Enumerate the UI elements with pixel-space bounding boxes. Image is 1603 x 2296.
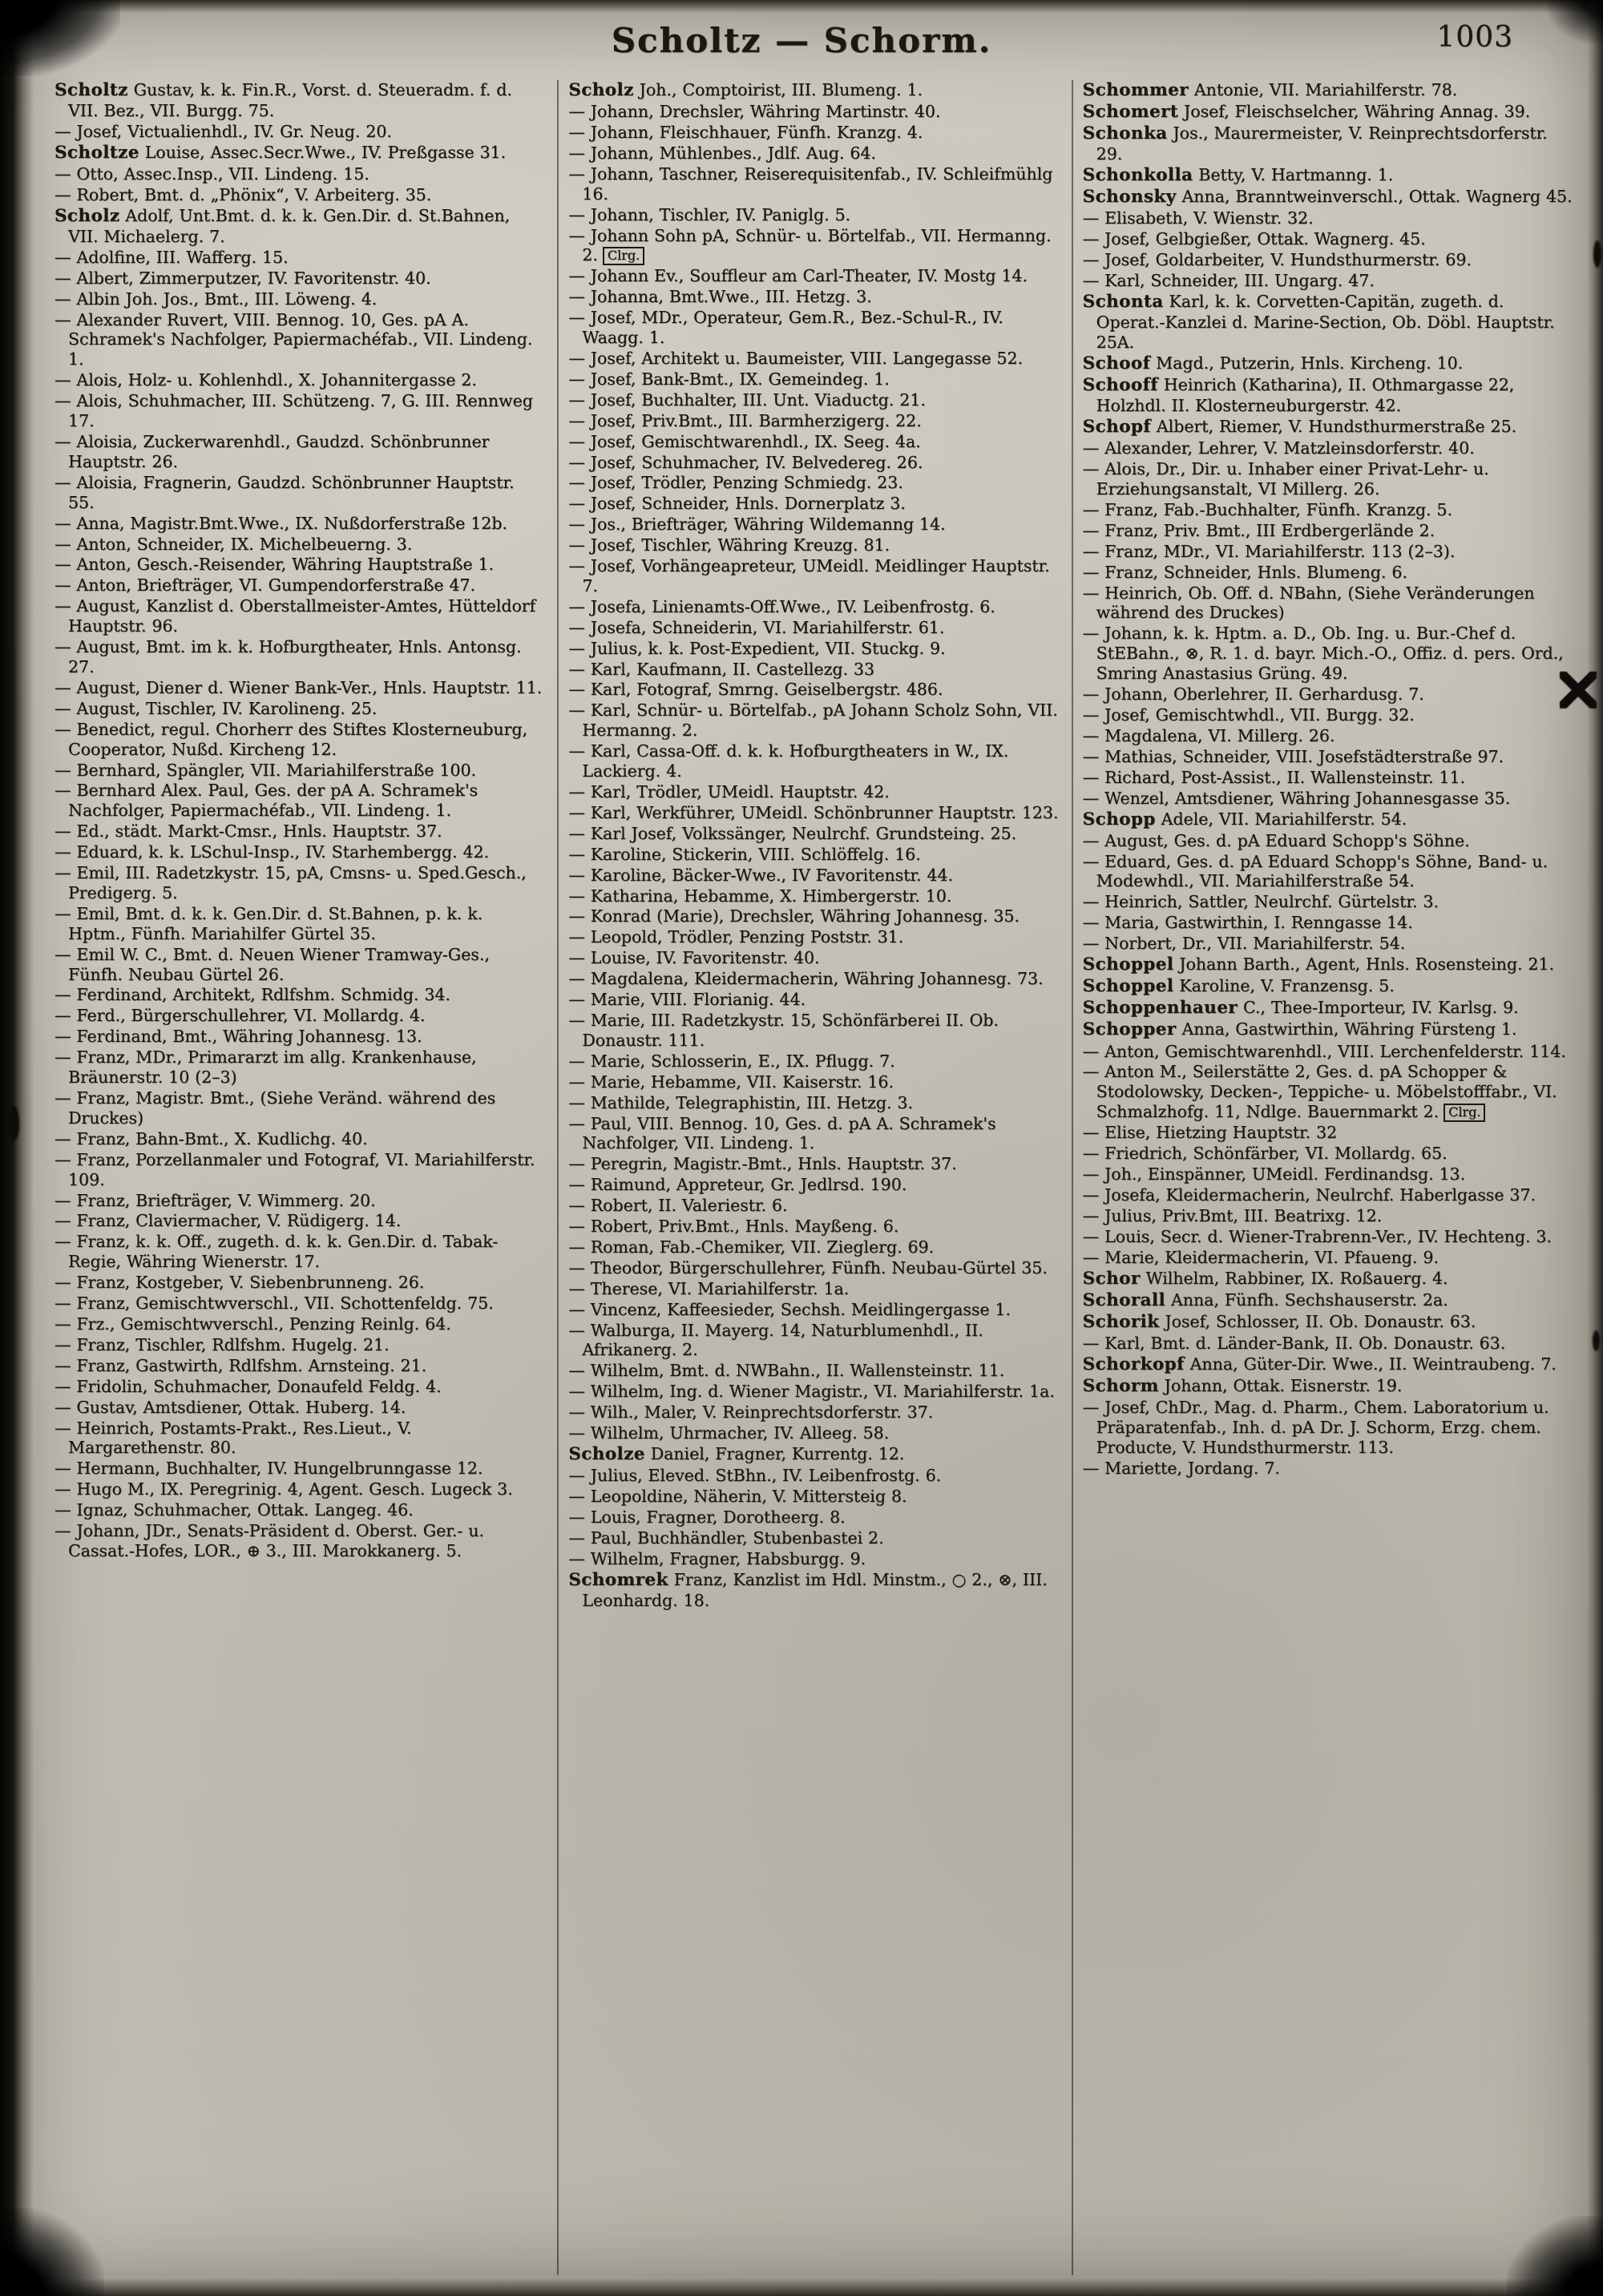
surname-lead: Schommer (1082, 80, 1189, 100)
directory-entry: — Wilhelm, Uhrmacher, IV. Alleeg. 58. (568, 1423, 890, 1443)
surname-lead: Scholtze (55, 142, 139, 163)
directory-entry: Scholtze Louise, Assec.Secr.Wwe., IV. Preßgasse 31. (55, 142, 507, 163)
directory-entry: — Hermann, Buchhalter, IV. Hungelbrunngasse 12. (55, 1459, 483, 1479)
directory-entry: — Franz, Fab.-Buchhalter, Fünfh. Kranzg. 5. (1082, 499, 1452, 519)
surname-lead: Schoppenhauer (1082, 998, 1238, 1019)
directory-entry: — Jos., Briefträger, Währing Wildemanng 14. (568, 514, 946, 535)
directory-entry: — Josef, Gelbgießer, Ottak. Wagnerg. 45. (1082, 229, 1426, 249)
directory-entry: Schopper Anna, Gastwirthin, Währing Fürsteng 1. (1082, 1019, 1517, 1040)
directory-entry: — Franz, Schneider, Hnls. Blumeng. 6. (1082, 562, 1407, 582)
surname-lead: Schonta (1082, 292, 1164, 313)
surname-lead: Schonkolla (1082, 165, 1193, 186)
directory-entry: — Emil, III. Radetzkystr. 15, pA, Cmsns- u. Sped.Gesch., Predigerg. 5. (55, 863, 527, 902)
surname-lead: Schoppel (1082, 954, 1174, 975)
directory-entry: — Alois, Holz- u. Kohlenhdl., X. Johannitergasse 2. (55, 370, 477, 390)
surname-lead: Schomrek (568, 1569, 668, 1590)
directory-entry: — Josef, MDr., Operateur, Gem.R., Bez.-Schul-R., IV. Waagg. 1. (568, 308, 1003, 348)
directory-entry: — Elise, Hietzing Hauptstr. 32 (1082, 1123, 1338, 1143)
directory-entry: — Joh., Einspänner, UMeidl. Ferdinandsg. 13. (1082, 1164, 1466, 1184)
directory-entry: — Franz, Gemischtwverschl., VII. Schottenfeldg. 75. (55, 1293, 494, 1313)
directory-entry: — Josef, Priv.Bmt., III. Barmherzigerg. 22. (568, 410, 922, 430)
page-number: 1003 (1436, 21, 1513, 54)
directory-entry: Schonkolla Betty, V. Hartmanng. 1. (1082, 165, 1394, 186)
directory-entry: — Raimund, Appreteur, Gr. Jedlrsd. 190. (568, 1175, 907, 1195)
directory-entry: — Franz, Gastwirth, Rdlfshm. Arnsteing. 21. (55, 1355, 427, 1375)
surname-lead: Schooff (1082, 375, 1158, 396)
directory-entry: — Frz., Gemischtwverschl., Penzing Reinlg. 64. (55, 1313, 451, 1334)
directory-entry: Schooff Heinrich (Katharina), II. Othmargasse 22, Holzhdl. II. Klosterneuburgerstr. 42. (1082, 375, 1515, 416)
directory-entry: — Johann, Taschner, Reiserequisitenfab., IV. Schleifmühlg 16. (568, 163, 1053, 204)
directory-entry: Schonta Karl, k. k. Corvetten-Capitän, zugeth. d. Operat.-Kanzlei d. Marine-Section, Ob. Döbl. Hauptstr. 25A. (1082, 292, 1555, 353)
directory-entry: — Aloisia, Fragnerin, Gaudzd. Schönbrunner Hauptstr. 55. (55, 472, 515, 512)
surname-lead: Schorik (1082, 1311, 1160, 1332)
directory-entry: — Peregrin, Magistr.-Bmt., Hnls. Hauptstr. 37. (568, 1154, 957, 1174)
directory-entry: — August, Kanzlist d. Oberstallmeister-Amtes, Hütteldorf Hauptstr. 96. (55, 596, 536, 636)
directory-entry: — Therese, VI. Mariahilferstr. 1a. (568, 1278, 850, 1298)
directory-entry: — Ed., städt. Markt-Cmsr., Hnls. Hauptstr. 37. (55, 821, 442, 841)
directory-entry: — Norbert, Dr., VII. Mariahilferstr. 54. (1082, 934, 1406, 954)
directory-entry: — Josef, Schuhmacher, IV. Belvedereg. 26. (568, 452, 923, 472)
directory-entry: — Anton, Gesch.-Reisender, Währing Hauptstraße 1. (55, 555, 495, 575)
directory-entry: Schomrek Franz, Kanzlist im Hdl. Minstm., ○ 2., ⊗, III. Leonhardg. 18. (568, 1569, 1048, 1610)
directory-entry: — Julius, k. k. Post-Expedient, VII. Stuckg. 9. (568, 638, 946, 658)
directory-entry: — Josef, Architekt u. Baumeister, VIII. Langegasse 52. (568, 348, 1024, 368)
directory-entry: — Konrad (Marie), Drechsler, Währing Johannesg. 35. (568, 906, 1020, 926)
directory-entry: Scholtz Gustav, k. k. Fin.R., Vorst. d. Steueradm. f. d. VII. Bez., VII. Burgg. 75. (55, 80, 512, 121)
directory-entry: — Katharina, Hebamme, X. Himbergerstr. 10. (568, 886, 952, 906)
surname-lead: Schonsky (1082, 187, 1177, 208)
directory-entry: Schopp Adele, VII. Mariahilferstr. 54. (1082, 809, 1407, 829)
directory-entry: — Karl, Fotograf, Smrng. Geiselbergstr. 486. (568, 680, 943, 700)
directory-entry: — Benedict, regul. Chorherr des Stiftes Klosterneuburg, Cooperator, Nußd. Kircheng 12. (55, 719, 528, 759)
directory-entry: — Josef, Schneider, Hnls. Dornerplatz 3. (568, 494, 906, 514)
directory-entry: Schorik Josef, Schlosser, II. Ob. Donaustr. 63. (1082, 1311, 1476, 1332)
directory-entry: — Wilhelm, Ing. d. Wiener Magistr., VI. Mariahilferstr. 1a. (568, 1382, 1055, 1402)
directory-entry: — Fridolin, Schuhmacher, Donaufeld Feldg. 4. (55, 1376, 442, 1396)
directory-entry: — Johann, Mühlenbes., Jdlf. Aug. 64. (568, 143, 876, 163)
surname-lead: Scholze (568, 1444, 645, 1465)
directory-entry: — Anna, Magistr.Bmt.Wwe., IX. Nußdorferstraße 12b. (55, 513, 507, 533)
scan-edge-artifact (0, 0, 34, 2296)
directory-entry: — Bernhard Alex. Paul, Ges. der pA A. Schramek's Nachfolger, Papiermachéfab., VII. Lindeng. 1. (55, 781, 478, 821)
boxed-label: Clrg. (603, 247, 644, 264)
directory-entry: — Mathias, Schneider, VIII. Josefstädterstraße 97. (1082, 746, 1504, 766)
ink-blot-artifact (8, 1106, 19, 1141)
directory-entry: — Franz, Priv. Bmt., III Erdbergerlände 2. (1082, 520, 1435, 540)
directory-entry: — Emil, Bmt. d. k. k. Gen.Dir. d. St.Bahnen, p. k. k. Hptm., Fünfh. Mariahilfer Gürtel 35. (55, 903, 483, 943)
directory-entry: — Josefa, Kleidermacherin, Neulrchf. Haberlgasse 37. (1082, 1184, 1536, 1204)
surname-lead: Scholz (568, 80, 634, 100)
surname-lead: Schoppel (1082, 976, 1174, 997)
directory-entry: — Josef, Buchhalter, III. Unt. Viaductg. 21. (568, 389, 926, 410)
directory-entry: — Anton, Schneider, IX. Michelbeuerng. 3. (55, 534, 413, 554)
surname-lead: Schonka (1082, 123, 1168, 144)
boxed-label: Clrg. (1444, 1104, 1485, 1121)
surname-lead: Schor (1082, 1268, 1141, 1289)
directory-entry: — Roman, Fab.-Chemiker, VII. Zieglerg. 69. (568, 1237, 935, 1257)
directory-entry: — Karl, Cassa-Off. d. k. k. Hofburgtheaters in W., IX. Lackierg. 4. (568, 741, 1009, 781)
scan-edge-artifact (0, 2278, 1603, 2296)
directory-entry: — Theodor, Bürgerschullehrer, Fünfh. Neubau-Gürtel 35. (568, 1257, 1048, 1277)
directory-entry: — Josef, Gemischtwarenhdl., IX. Seeg. 4a. (568, 431, 921, 451)
directory-entry: Schoppenhauer C., Thee-Importeur, IV. Karlsg. 9. (1082, 998, 1519, 1019)
directory-entry: — Johann Sohn pA, Schnür- u. Börtelfab., VII. Hermanng. 2. Clrg. (568, 225, 1052, 265)
directory-entry: — Johann Ev., Souffleur am Carl-Theater, IV. Mostg 14. (568, 266, 1028, 286)
directory-entry: Schoof Magd., Putzerin, Hnls. Kircheng. 10. (1082, 353, 1464, 373)
directory-entry: — Marie, Kleidermacherin, VI. Pfaueng. 9. (1082, 1247, 1439, 1267)
directory-entry: — Wenzel, Amtsdiener, Währing Johannesgasse 35. (1082, 788, 1511, 808)
directory-entry: — Josef, Trödler, Penzing Schmiedg. 23. (568, 473, 903, 493)
directory-entry: — Albert, Zimmerputzer, IV. Favoritenstr. 40. (55, 268, 431, 288)
ink-blot-artifact (1593, 240, 1601, 268)
surname-lead: Schopf (1082, 417, 1151, 438)
directory-entry: — Josef, Gemischtwhdl., VII. Burgg. 32. (1082, 705, 1415, 725)
directory-entry: — Heinrich, Ob. Off. d. NBahn, (Siehe Veränderungen während des Druckes) (1082, 583, 1535, 623)
directory-entry: — Bernhard, Spängler, VII. Mariahilferstraße 100. (55, 760, 477, 780)
directory-entry: — Marie, Hebamme, VII. Kaiserstr. 16. (568, 1071, 894, 1092)
directory-entry: — Emil W. C., Bmt. d. Neuen Wiener Tramway-Ges., Fünfh. Neubau Gürtel 26. (55, 944, 490, 984)
column (1072, 80, 1585, 2275)
directory-entry: — Walburga, II. Mayerg. 14, Naturblumenhdl., II. Afrikanerg. 2. (568, 1320, 983, 1360)
directory-entry: — Alois, Schuhmacher, III. Schützeng. 7, G. III. Rennweg 17. (55, 391, 533, 431)
directory-entry: Schor Wilhelm, Rabbiner, IX. Roßauerg. 4. (1082, 1268, 1448, 1289)
directory-entry: — August, Tischler, IV. Karolineng. 25. (55, 698, 378, 718)
directory-entry: — Adolfine, III. Wafferg. 15. (55, 247, 289, 267)
directory-entry: — Paul, Buchhändler, Stubenbastei 2. (568, 1527, 884, 1547)
scan-corner-artifact (0, 2208, 104, 2296)
directory-entry: Schoppel Johann Barth., Agent, Hnls. Rosensteing. 21. (1082, 954, 1555, 975)
directory-entry: — Leopoldine, Näherin, V. Mittersteig 8. (568, 1487, 907, 1507)
directory-entry: — Johanna, Bmt.Wwe., III. Hetzg. 3. (568, 287, 872, 307)
directory-entry: — Franz, Briefträger, V. Wimmerg. 20. (55, 1190, 376, 1210)
directory-entry: — Ferdinand, Bmt., Währing Johannesg. 13. (55, 1027, 422, 1047)
surname-lead: Schopper (1082, 1019, 1177, 1040)
directory-entry: — Julius, Eleved. StBhn., IV. Leibenfrostg. 6. (568, 1466, 942, 1486)
directory-entry: — Marie, Schlosserin, E., IX. Pflugg. 7. (568, 1051, 895, 1071)
directory-entry: Schopf Albert, Riemer, V. Hundsthurmerstraße 25. (1082, 417, 1517, 438)
directory-entry: — August, Diener d. Wiener Bank-Ver., Hnls. Hauptstr. 11. (55, 677, 543, 697)
directory-entry: — Robert, Bmt. d. „Phönix“, V. Arbeiterg. 35. (55, 184, 432, 204)
directory-entry: — Ferd., Bürgerschullehrer, VI. Mollardg. 4. (55, 1006, 426, 1026)
directory-entry: — Maria, Gastwirthin, I. Renngasse 14. (1082, 913, 1413, 933)
directory-entry: — Franz, Bahn-Bmt., X. Kudlichg. 40. (55, 1128, 368, 1148)
running-head: Scholtz — Schorm. (611, 21, 992, 60)
directory-entry: — Franz, Magistr. Bmt., (Siehe Veränd. während des Druckes) (55, 1088, 496, 1128)
directory-entry: — Josef, ChDr., Mag. d. Pharm., Chem. Laboratorium u. Präparatenfab., Inh. d. pA Dr. J. Schorm, Erzg. chem. Producte, V. Hundsthurmerstr. 113. (1082, 1397, 1549, 1457)
directory-entry: Schorkopf Anna, Güter-Dir. Wwe., II. Weintraubeng. 7. (1082, 1354, 1557, 1374)
directory-entry: — Franz, Tischler, Rdlfshm. Hugelg. 21. (55, 1334, 390, 1354)
scan-edge-artifact (0, 0, 1603, 13)
directory-entry: — Elisabeth, V. Wienstr. 32. (1082, 208, 1314, 228)
directory-entry: — Vincenz, Kaffeesieder, Sechsh. Meidlingergasse 1. (568, 1299, 1011, 1319)
scan-edge-artifact (1587, 0, 1603, 2296)
directory-entry: — Wilh., Maler, V. Reinprechtsdorferstr. 37. (568, 1402, 934, 1422)
directory-entry: — Eduard, Ges. d. pA Eduard Schopp's Söhne, Band- u. Modewhdl., VII. Mariahilferstraße 54. (1082, 851, 1548, 891)
directory-entry: — Robert, Priv.Bmt., Hnls. Mayßeng. 6. (568, 1217, 899, 1237)
directory-entry: — Louis, Fragner, Dorotheerg. 8. (568, 1507, 846, 1527)
directory-entry: Scholz Joh., Comptoirist, III. Blumeng. 1. (568, 80, 923, 100)
directory-entry: — Johann, Oberlehrer, II. Gerhardusg. 7. (1082, 684, 1424, 704)
directory-entry: — Anton, Gemischtwarenhdl., VIII. Lerchenfelderstr. 114. (1082, 1041, 1566, 1061)
directory-entry: Schonsky Anna, Branntweinverschl., Ottak. Wagnerg 45. (1082, 187, 1573, 208)
directory-columns (45, 80, 1585, 2275)
directory-entry: — Josef, Victualienhdl., IV. Gr. Neug. 20. (55, 122, 392, 142)
directory-entry: — Karoline, Stickerin, VIII. Schlöffelg. 16. (568, 844, 921, 864)
directory-entry: Scholze Daniel, Fragner, Kurrentg. 12. (568, 1444, 905, 1465)
directory-entry: — Franz, Porzellanmaler und Fotograf, VI. Mariahilferstr. 109. (55, 1149, 535, 1189)
directory-entry: — Louis, Secr. d. Wiener-Trabrenn-Ver., IV. Hechteng. 3. (1082, 1226, 1552, 1246)
ink-blot-artifact (1560, 672, 1597, 708)
surname-lead: Scholtz (55, 80, 128, 100)
directory-entry: — Otto, Assec.Insp., VII. Lindeng. 15. (55, 164, 369, 184)
directory-entry: — Josef, Bank-Bmt., IX. Gemeindeg. 1. (568, 369, 890, 389)
directory-entry: — Eduard, k. k. LSchul-Insp., IV. Starhembergg. 42. (55, 842, 490, 862)
surname-lead: Schorkopf (1082, 1354, 1185, 1374)
directory-entry: — Anton M., Seilerstätte 2, Ges. d. pA Schopper & Stodolowsky, Decken-, Teppiche- u. Möbelstofffabr., VI. Schmalzhofg. 11, Ndlge. Bauernmarkt 2. Clrg. (1082, 1062, 1557, 1122)
directory-entry: — Josefa, Schneiderin, VI. Mariahilferstr. 61. (568, 617, 945, 637)
directory-entry: — Johann, Tischler, IV. Paniglg. 5. (568, 204, 851, 224)
directory-entry: — Alexander Ruvert, VIII. Bennog. 10, Ges. pA A. Schramek's Nachfolger, Papiermachéfab., VII. Lindeng. 1. (55, 309, 533, 369)
directory-entry: — Mathilde, Telegraphistin, III. Hetzg. 3. (568, 1092, 913, 1112)
directory-entry: — Franz, Claviermacher, V. Rüdigerg. 14. (55, 1211, 402, 1231)
directory-entry: — Hugo M., IX. Peregrinig. 4, Agent. Gesch. Lugeck 3. (55, 1479, 513, 1499)
directory-entry: — Marie, III. Radetzkystr. 15, Schönfärberei II. Ob. Donaustr. 111. (568, 1010, 999, 1050)
directory-entry: — Alexander, Lehrer, V. Matzleinsdorferstr. 40. (1082, 438, 1475, 458)
directory-entry: — Franz, MDr., Primararzt im allg. Krankenhause, Bräunerstr. 10 (2–3) (55, 1047, 477, 1087)
directory-entry: — Karl, Werkführer, UMeidl. Schönbrunner Hauptstr. 123. (568, 802, 1059, 822)
directory-entry: — Karl, Schnür- u. Börtelfab., pA Johann Scholz Sohn, VII. Hermanng. 2. (568, 700, 1058, 740)
directory-entry: Schommer Antonie, VII. Mariahilferstr. 78. (1082, 80, 1458, 100)
directory-entry: — Heinrich, Sattler, Neulrchf. Gürtelstr. 3. (1082, 892, 1439, 912)
directory-entry: — August, Ges. d. pA Eduard Schopp's Söhne. (1082, 830, 1470, 850)
directory-entry: — Aloisia, Zuckerwarenhdl., Gaudzd. Schönbrunner Hauptstr. 26. (55, 432, 490, 471)
directory-entry: — Marie, VIII. Florianig. 44. (568, 990, 806, 1010)
directory-entry: — Franz, k. k. Off., zugeth. d. k. k. Gen.Dir. d. Tabak-Regie, Währing Wienerstr. 17. (55, 1232, 499, 1272)
directory-entry: — Alois, Dr., Dir. u. Inhaber einer Privat-Lehr- u. Erziehungsanstalt, VI Millerg. 26. (1082, 459, 1489, 499)
directory-entry: — Magdalena, Kleidermacherin, Währing Johannesg. 73. (568, 969, 1044, 989)
directory-entry: Schorm Johann, Ottak. Eisnerstr. 19. (1082, 1375, 1403, 1396)
directory-entry: — Karl, Kaufmann, II. Castellezg. 33 (568, 659, 875, 679)
surname-lead: Schopp (1082, 809, 1156, 829)
ink-blot-artifact (1593, 1330, 1600, 1351)
directory-entry: — Wilhelm, Fragner, Habsburgg. 9. (568, 1548, 866, 1568)
directory-entry: — Karoline, Bäcker-Wwe., IV Favoritenstr. 44. (568, 865, 953, 885)
directory-entry: — Karl Josef, Volkssänger, Neulrchf. Grundsteing. 25. (568, 823, 1017, 843)
directory-entry: — Franz, MDr., VI. Mariahilferstr. 113 (2–3). (1082, 541, 1456, 561)
directory-entry: — Magdalena, VI. Millerg. 26. (1082, 725, 1335, 745)
directory-entry: — Johann, JDr., Senats-Präsident d. Oberst. Ger.- u. Cassat.-Hofes, LOR., ⊕ 3., III. Marokkanerg. 5. (55, 1521, 484, 1560)
directory-entry: — August, Bmt. im k. k. Hofburgtheater, Hnls. Antonsg. 27. (55, 637, 522, 676)
directory-entry: — Paul, VIII. Bennog. 10, Ges. d. pA A. Schramek's Nachfolger, VII. Lindeng. 1. (568, 1113, 996, 1153)
surname-lead: Schorall (1082, 1289, 1166, 1310)
surname-lead: Schoof (1082, 353, 1151, 373)
directory-entry: — Richard, Post-Assist., II. Wallensteinstr. 11. (1082, 767, 1465, 787)
directory-entry: Schoppel Karoline, V. Franzensg. 5. (1082, 976, 1395, 997)
directory-entry: — Friedrich, Schönfärber, VI. Mollardg. 65. (1082, 1144, 1448, 1164)
directory-entry: — Robert, II. Valeriestr. 6. (568, 1196, 788, 1216)
directory-entry: — Johann, k. k. Hptm. a. D., Ob. Ing. u. Bur.-Chef d. StEBahn., ⊗, R. 1. d. bayr. Mich.-O., Offiz. d. pers. Ord., Smring Anastasius Grüng. 49. (1082, 623, 1564, 684)
directory-entry: — Josef, Goldarbeiter, V. Hundsthurmerstr. 69. (1082, 250, 1472, 270)
surname-lead: Schorm (1082, 1375, 1159, 1396)
directory-entry: — Johann, Drechsler, Währing Martinstr. 40. (568, 102, 941, 122)
directory-entry: — Karl, Schneider, III. Ungarg. 47. (1082, 271, 1375, 291)
directory-entry: — Gustav, Amtsdiener, Ottak. Huberg. 14. (55, 1397, 406, 1417)
surname-lead: Schomert (1082, 102, 1179, 123)
directory-entry: Schomert Josef, Fleischselcher, Währing Annag. 39. (1082, 102, 1531, 123)
directory-entry: — Heinrich, Postamts-Prakt., Res.Lieut., V. Margarethenstr. 80. (55, 1418, 412, 1458)
directory-entry: Schonka Jos., Maurermeister, V. Reinprechtsdorferstr. 29. (1082, 123, 1548, 164)
scan-corner-artifact (1547, 0, 1603, 44)
directory-entry: — Josefa, Linienamts-Off.Wwe., IV. Leibenfrostg. 6. (568, 596, 995, 616)
scan-corner-artifact (1507, 2216, 1603, 2296)
directory-entry: — Albin Joh. Jos., Bmt., III. Löweng. 4. (55, 289, 378, 309)
directory-entry: — Josef, Vorhängeapreteur, UMeidl. Meidlinger Hauptstr. 7. (568, 556, 1050, 595)
directory-entry: — Josef, Tischler, Währing Kreuzg. 81. (568, 535, 890, 555)
directory-entry: Schorall Anna, Fünfh. Sechshauserstr. 2a. (1082, 1289, 1448, 1310)
column (557, 80, 1071, 2275)
directory-entry: Scholz Adolf, Unt.Bmt. d. k. k. Gen.Dir. d. St.Bahnen, VII. Michaelerg. 7. (55, 205, 511, 246)
directory-entry: — Johann, Fleischhauer, Fünfh. Kranzg. 4. (568, 123, 923, 143)
directory-entry: — Mariette, Jordang. 7. (1082, 1458, 1280, 1478)
column (45, 80, 557, 2275)
directory-entry: — Wilhelm, Bmt. d. NWBahn., II. Wallensteinstr. 11. (568, 1361, 1005, 1381)
directory-entry: — Leopold, Trödler, Penzing Poststr. 31. (568, 927, 904, 947)
directory-entry: — Ignaz, Schuhmacher, Ottak. Langeg. 46. (55, 1500, 414, 1520)
directory-entry: — Karl, Trödler, UMeidl. Hauptstr. 42. (568, 782, 890, 802)
directory-entry: — Anton, Briefträger, VI. Gumpendorferstraße 47. (55, 575, 475, 595)
directory-entry: — Ferdinand, Architekt, Rdlfshm. Schmidg. 34. (55, 985, 450, 1005)
surname-lead: Scholz (55, 205, 120, 226)
directory-entry: — Franz, Kostgeber, V. Siebenbrunneng. 26. (55, 1273, 425, 1293)
directory-entry: — Karl, Bmt. d. Länder-Bank, II. Ob. Donaustr. 63. (1082, 1333, 1506, 1353)
scan-corner-artifact (0, 0, 120, 76)
directory-entry: — Julius, Priv.Bmt, III. Beatrixg. 12. (1082, 1205, 1383, 1225)
directory-entry: — Louise, IV. Favoritenstr. 40. (568, 948, 820, 968)
